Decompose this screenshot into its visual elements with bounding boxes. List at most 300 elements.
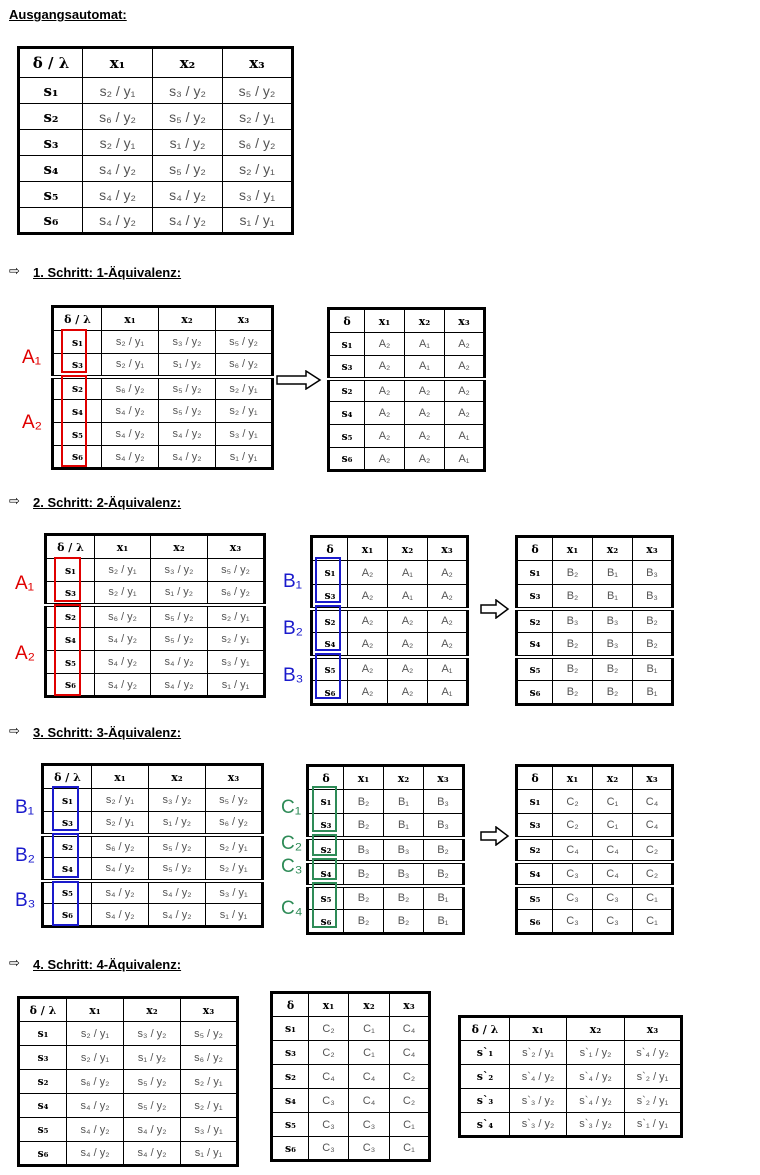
transition-cell: s`₃ / y₂ bbox=[510, 1113, 567, 1137]
transition-cell: s₄ / y₂ bbox=[124, 1118, 181, 1142]
transition-cell: C₃ bbox=[553, 862, 593, 886]
transition-cell: A₂ bbox=[348, 657, 388, 681]
step4-arrow-icon: ⇨ bbox=[9, 956, 20, 971]
group-label-c1: C₁ bbox=[281, 797, 302, 818]
state-label-cell: s₁ bbox=[43, 789, 92, 812]
group-label-a2: A₂ bbox=[22, 412, 43, 433]
column-header: δ bbox=[308, 766, 344, 790]
table-row bbox=[329, 402, 485, 425]
table-row bbox=[272, 1137, 430, 1161]
column-header: x₃ bbox=[445, 309, 485, 333]
table-row bbox=[517, 838, 673, 862]
transition-cell: C₄ bbox=[633, 790, 673, 814]
transition-cell: A₁ bbox=[428, 681, 468, 705]
transition-cell: s₄ / y₂ bbox=[149, 881, 206, 904]
step4-input-table bbox=[17, 996, 239, 1167]
transition-cell: B₂ bbox=[593, 681, 633, 705]
transition-cell: C₂ bbox=[390, 1089, 430, 1113]
table-row bbox=[460, 1089, 682, 1113]
table-row bbox=[460, 1041, 682, 1065]
state-label-cell: s₃ bbox=[43, 812, 92, 835]
table-header-row bbox=[272, 993, 430, 1017]
transition-cell: C₄ bbox=[309, 1065, 349, 1089]
transition-cell: s₆ / y₂ bbox=[92, 835, 149, 858]
original-automaton-table bbox=[17, 46, 294, 235]
state-label-cell: s₃ bbox=[19, 130, 83, 156]
transition-cell: s₄ / y₂ bbox=[92, 904, 149, 927]
column-header: δ / λ bbox=[19, 998, 67, 1022]
transition-cell: A₂ bbox=[428, 633, 468, 657]
table-row bbox=[272, 1113, 430, 1137]
transition-cell: A₁ bbox=[388, 561, 428, 585]
transition-cell: A₂ bbox=[428, 585, 468, 609]
table-row bbox=[19, 130, 293, 156]
column-header: x₂ bbox=[349, 993, 390, 1017]
state-label-cell: s₅ bbox=[53, 423, 102, 446]
group-box-c4 bbox=[312, 882, 337, 928]
column-header: x₃ bbox=[633, 766, 673, 790]
state-label-cell: s₂ bbox=[19, 104, 83, 130]
transition-cell: s₂ / y₁ bbox=[208, 605, 265, 628]
transition-cell: s`₁ / y₂ bbox=[567, 1041, 625, 1065]
column-header: x₃ bbox=[181, 998, 238, 1022]
transition-cell: s₆ / y₂ bbox=[102, 377, 159, 400]
transition-cell: s₅ / y₂ bbox=[149, 835, 206, 858]
transition-cell: s`₁ / y₁ bbox=[625, 1113, 682, 1137]
transition-cell: B₂ bbox=[384, 910, 424, 934]
state-label-cell: s₆ bbox=[46, 674, 95, 697]
transition-cell: s₃ / y₁ bbox=[216, 423, 273, 446]
transition-cell: s₅ / y₂ bbox=[223, 78, 293, 104]
transition-cell: C₃ bbox=[349, 1113, 390, 1137]
table-row bbox=[329, 333, 485, 356]
transition-cell: B₂ bbox=[384, 886, 424, 910]
table-row bbox=[517, 657, 673, 681]
transition-cell: B₂ bbox=[344, 910, 384, 934]
state-label-cell: s₃ bbox=[53, 354, 102, 377]
transition-cell: C₄ bbox=[349, 1065, 390, 1089]
transition-cell: B₂ bbox=[553, 561, 593, 585]
column-header: δ / λ bbox=[19, 48, 83, 78]
transition-cell: C₄ bbox=[390, 1017, 430, 1041]
column-header: x₁ bbox=[67, 998, 124, 1022]
step1-transition-arrow-icon bbox=[276, 370, 322, 390]
transition-cell: B₂ bbox=[424, 862, 464, 886]
column-header: δ / λ bbox=[460, 1017, 510, 1041]
transition-cell: B₂ bbox=[424, 838, 464, 862]
transition-cell: B₁ bbox=[384, 814, 424, 838]
transition-cell: s₂ / y₁ bbox=[83, 130, 153, 156]
state-label-cell: s`₁ bbox=[460, 1041, 510, 1065]
transition-cell: C₁ bbox=[349, 1041, 390, 1065]
group-box-a1 bbox=[54, 557, 81, 602]
transition-cell: B₁ bbox=[424, 910, 464, 934]
table-header-row bbox=[460, 1017, 682, 1041]
table-row bbox=[19, 104, 293, 130]
transition-cell: s₃ / y₁ bbox=[181, 1118, 238, 1142]
state-label-cell: s₃ bbox=[19, 1046, 67, 1070]
transition-cell: s₂ / y₁ bbox=[206, 858, 263, 881]
column-header: x₃ bbox=[206, 765, 263, 789]
group-box-b2 bbox=[52, 833, 79, 878]
state-label-cell: s₅ bbox=[312, 657, 348, 681]
transition-cell: A₂ bbox=[365, 356, 405, 379]
transition-cell: s₄ / y₂ bbox=[95, 628, 151, 651]
step1-heading: 1. Schritt: 1-Äquivalenz: bbox=[33, 265, 182, 280]
state-label-cell: s₁ bbox=[19, 78, 83, 104]
transition-cell: B₂ bbox=[553, 681, 593, 705]
transition-cell: A₂ bbox=[445, 356, 485, 379]
transition-cell: C₃ bbox=[593, 886, 633, 910]
transition-cell: A₂ bbox=[405, 448, 445, 471]
state-label-cell: s₆ bbox=[43, 904, 92, 927]
table-row bbox=[517, 561, 673, 585]
column-header: x₂ bbox=[149, 765, 206, 789]
minimized-automaton-table bbox=[458, 1015, 683, 1138]
state-label-cell: s₄ bbox=[517, 862, 553, 886]
column-header: x₁ bbox=[83, 48, 153, 78]
step3-transition-arrow-icon bbox=[480, 826, 510, 846]
transition-cell: C₃ bbox=[349, 1137, 390, 1161]
transition-cell: A₂ bbox=[348, 561, 388, 585]
transition-cell: s₆ / y₂ bbox=[216, 354, 273, 377]
column-header: x₂ bbox=[153, 48, 223, 78]
group-label-c4: C₄ bbox=[281, 898, 303, 919]
group-label-a1: A₁ bbox=[15, 573, 35, 594]
column-header: x₁ bbox=[92, 765, 149, 789]
transition-cell: s₄ / y₂ bbox=[124, 1142, 181, 1166]
state-label-cell: s₂ bbox=[19, 1070, 67, 1094]
state-label-cell: s₁ bbox=[517, 790, 553, 814]
state-label-cell: s₆ bbox=[517, 681, 553, 705]
transition-cell: B₁ bbox=[633, 657, 673, 681]
transition-cell: s₃ / y₂ bbox=[153, 78, 223, 104]
state-label-cell: s₁ bbox=[517, 561, 553, 585]
transition-cell: s`₃ / y₂ bbox=[510, 1089, 567, 1113]
transition-cell: s₁ / y₂ bbox=[124, 1046, 181, 1070]
transition-cell: A₂ bbox=[405, 379, 445, 402]
transition-cell: A₂ bbox=[348, 633, 388, 657]
table-row bbox=[329, 379, 485, 402]
column-header: x₃ bbox=[633, 537, 673, 561]
transition-cell: s₂ / y₁ bbox=[102, 331, 159, 354]
transition-cell: C₂ bbox=[633, 838, 673, 862]
transition-cell: B₁ bbox=[384, 790, 424, 814]
table-row bbox=[329, 425, 485, 448]
column-header: x₃ bbox=[424, 766, 464, 790]
column-header: x₃ bbox=[428, 537, 468, 561]
transition-cell: A₂ bbox=[365, 333, 405, 356]
table-row bbox=[272, 1017, 430, 1041]
step2-arrow-icon: ⇨ bbox=[9, 494, 20, 509]
group-label-b2: B₂ bbox=[15, 845, 36, 866]
transition-cell: s₄ / y₂ bbox=[92, 881, 149, 904]
transition-cell: B₂ bbox=[344, 862, 384, 886]
transition-cell: B₂ bbox=[553, 585, 593, 609]
transition-cell: s₂ / y₁ bbox=[92, 812, 149, 835]
transition-cell: B₁ bbox=[593, 585, 633, 609]
step3-arrow-icon: ⇨ bbox=[9, 724, 20, 739]
column-header: x₂ bbox=[405, 309, 445, 333]
column-header: δ bbox=[272, 993, 309, 1017]
transition-cell: s₄ / y₂ bbox=[159, 446, 216, 469]
column-header: x₁ bbox=[348, 537, 388, 561]
transition-cell: s₅ / y₂ bbox=[216, 331, 273, 354]
column-header: x₂ bbox=[159, 307, 216, 331]
state-label-cell: s₄ bbox=[312, 633, 348, 657]
transition-cell: s₁ / y₂ bbox=[159, 354, 216, 377]
transition-cell: s₆ / y₂ bbox=[95, 605, 151, 628]
table-row bbox=[19, 78, 293, 104]
transition-cell: s₅ / y₂ bbox=[181, 1022, 238, 1046]
transition-cell: A₂ bbox=[365, 402, 405, 425]
state-label-cell: s₅ bbox=[19, 182, 83, 208]
transition-cell: s₆ / y₂ bbox=[206, 812, 263, 835]
step4-class-table bbox=[270, 991, 431, 1162]
column-header: x₁ bbox=[309, 993, 349, 1017]
transition-cell: s₂ / y₁ bbox=[95, 582, 151, 605]
table-header-row bbox=[329, 309, 485, 333]
transition-cell: C₁ bbox=[349, 1017, 390, 1041]
group-label-c3: C₃ bbox=[281, 856, 303, 877]
transition-cell: A₁ bbox=[428, 657, 468, 681]
transition-cell: C₃ bbox=[553, 886, 593, 910]
transition-cell: B₂ bbox=[633, 633, 673, 657]
transition-cell: s₄ / y₂ bbox=[153, 208, 223, 234]
state-label-cell: s`₂ bbox=[460, 1065, 510, 1089]
transition-cell: s₂ / y₁ bbox=[67, 1046, 124, 1070]
transition-cell: s₆ / y₂ bbox=[208, 582, 265, 605]
column-header: x₁ bbox=[344, 766, 384, 790]
column-header: x₂ bbox=[388, 537, 428, 561]
transition-cell: s₁ / y₂ bbox=[153, 130, 223, 156]
column-header: x₁ bbox=[95, 535, 151, 559]
state-label-cell: s₂ bbox=[43, 835, 92, 858]
transition-cell: s₄ / y₂ bbox=[151, 651, 208, 674]
column-header: x₃ bbox=[625, 1017, 682, 1041]
column-header: x₂ bbox=[124, 998, 181, 1022]
group-box-b3 bbox=[315, 653, 341, 699]
state-label-cell: s₄ bbox=[53, 400, 102, 423]
transition-cell: s₄ / y₂ bbox=[149, 904, 206, 927]
transition-cell: s₄ / y₂ bbox=[67, 1142, 124, 1166]
column-header: δ / λ bbox=[53, 307, 102, 331]
table-header-row bbox=[19, 48, 293, 78]
transition-cell: C₁ bbox=[390, 1113, 430, 1137]
transition-cell: s₂ / y₁ bbox=[102, 354, 159, 377]
transition-cell: s₄ / y₂ bbox=[102, 400, 159, 423]
transition-cell: C₄ bbox=[349, 1089, 390, 1113]
step3-heading: 3. Schritt: 3-Äquivalenz: bbox=[33, 725, 182, 740]
table-row bbox=[517, 585, 673, 609]
transition-cell: s₅ / y₂ bbox=[159, 400, 216, 423]
state-label-cell: s₆ bbox=[517, 910, 553, 934]
table-row bbox=[517, 609, 673, 633]
transition-cell: s`₄ / y₂ bbox=[625, 1041, 682, 1065]
table-row bbox=[329, 356, 485, 379]
table-row bbox=[19, 156, 293, 182]
transition-cell: s`₂ / y₁ bbox=[510, 1041, 567, 1065]
state-label-cell: s₆ bbox=[329, 448, 365, 471]
group-box-a1 bbox=[61, 329, 87, 373]
table-row bbox=[19, 1142, 238, 1166]
table-row bbox=[19, 182, 293, 208]
transition-cell: C₂ bbox=[553, 790, 593, 814]
transition-cell: s₂ / y₁ bbox=[95, 559, 151, 582]
transition-cell: A₁ bbox=[445, 425, 485, 448]
transition-cell: C₃ bbox=[593, 910, 633, 934]
table-row bbox=[19, 1118, 238, 1142]
group-label-b3: B₃ bbox=[15, 890, 36, 911]
transition-cell: B₃ bbox=[384, 862, 424, 886]
transition-cell: C₁ bbox=[633, 910, 673, 934]
transition-cell: s₄ / y₂ bbox=[83, 156, 153, 182]
state-label-cell: s₅ bbox=[46, 651, 95, 674]
transition-cell: C₄ bbox=[390, 1041, 430, 1065]
column-header: δ / λ bbox=[43, 765, 92, 789]
transition-cell: A₂ bbox=[388, 657, 428, 681]
transition-cell: s₄ / y₂ bbox=[102, 446, 159, 469]
transition-cell: s₆ / y₂ bbox=[181, 1046, 238, 1070]
transition-cell: C₄ bbox=[553, 838, 593, 862]
table-row bbox=[19, 1094, 238, 1118]
transition-cell: A₂ bbox=[405, 402, 445, 425]
transition-cell: s₅ / y₂ bbox=[149, 858, 206, 881]
transition-cell: B₃ bbox=[593, 609, 633, 633]
state-label-cell: s₂ bbox=[272, 1065, 309, 1089]
transition-cell: B₂ bbox=[593, 657, 633, 681]
transition-cell: s₄ / y₂ bbox=[151, 674, 208, 697]
group-box-a2 bbox=[54, 604, 81, 696]
transition-cell: B₂ bbox=[553, 657, 593, 681]
table-row bbox=[517, 814, 673, 838]
state-label-cell: s`₄ bbox=[460, 1113, 510, 1137]
transition-cell: A₂ bbox=[365, 379, 405, 402]
transition-cell: s₄ / y₂ bbox=[153, 182, 223, 208]
state-label-cell: s₅ bbox=[19, 1118, 67, 1142]
state-label-cell: s₄ bbox=[43, 858, 92, 881]
state-label-cell: s₁ bbox=[312, 561, 348, 585]
transition-cell: A₂ bbox=[348, 609, 388, 633]
transition-cell: s₅ / y₂ bbox=[124, 1070, 181, 1094]
transition-cell: s₄ / y₂ bbox=[95, 674, 151, 697]
transition-cell: B₃ bbox=[633, 561, 673, 585]
table-row bbox=[19, 208, 293, 234]
transition-cell: A₁ bbox=[445, 448, 485, 471]
transition-cell: C₂ bbox=[309, 1017, 349, 1041]
transition-cell: s₃ / y₂ bbox=[151, 559, 208, 582]
transition-cell: B₃ bbox=[344, 838, 384, 862]
state-label-cell: s₂ bbox=[308, 838, 344, 862]
group-label-b1: B₁ bbox=[15, 797, 35, 818]
table-row bbox=[460, 1065, 682, 1089]
transition-cell: s₃ / y₂ bbox=[159, 331, 216, 354]
column-header: x₁ bbox=[102, 307, 159, 331]
transition-cell: s₂ / y₁ bbox=[216, 377, 273, 400]
transition-cell: A₂ bbox=[428, 609, 468, 633]
transition-cell: s₅ / y₂ bbox=[159, 377, 216, 400]
state-label-cell: s₄ bbox=[308, 862, 344, 886]
transition-cell: B₃ bbox=[384, 838, 424, 862]
column-header: x₃ bbox=[208, 535, 265, 559]
transition-cell: B₂ bbox=[344, 886, 384, 910]
transition-cell: s₂ / y₁ bbox=[92, 789, 149, 812]
state-label-cell: s₂ bbox=[329, 379, 365, 402]
table-header-row bbox=[19, 998, 238, 1022]
transition-cell: s₆ / y₂ bbox=[223, 130, 293, 156]
state-label-cell: s₁ bbox=[272, 1017, 309, 1041]
state-label-cell: s₄ bbox=[517, 633, 553, 657]
transition-cell: B₂ bbox=[553, 633, 593, 657]
table-row bbox=[19, 1070, 238, 1094]
transition-cell: s`₄ / y₂ bbox=[510, 1065, 567, 1089]
transition-cell: s₁ / y₂ bbox=[151, 582, 208, 605]
state-label-cell: s₅ bbox=[329, 425, 365, 448]
group-box-b2 bbox=[315, 605, 341, 651]
transition-cell: A₂ bbox=[445, 379, 485, 402]
group-box-b1 bbox=[315, 557, 341, 603]
state-label-cell: s₁ bbox=[329, 333, 365, 356]
state-label-cell: s₂ bbox=[312, 609, 348, 633]
transition-cell: s₂ / y₁ bbox=[223, 104, 293, 130]
state-label-cell: s₅ bbox=[308, 886, 344, 910]
transition-cell: s`₃ / y₂ bbox=[567, 1113, 625, 1137]
state-label-cell: s₆ bbox=[53, 446, 102, 469]
state-label-cell: s₃ bbox=[46, 582, 95, 605]
state-label-cell: s₂ bbox=[517, 838, 553, 862]
column-header: δ bbox=[329, 309, 365, 333]
transition-cell: A₂ bbox=[428, 561, 468, 585]
transition-cell: C₁ bbox=[390, 1137, 430, 1161]
transition-cell: B₁ bbox=[424, 886, 464, 910]
state-label-cell: s₃ bbox=[517, 814, 553, 838]
transition-cell: s₁ / y₁ bbox=[223, 208, 293, 234]
transition-cell: A₁ bbox=[388, 585, 428, 609]
step3-result-table bbox=[515, 764, 674, 935]
transition-cell: s₂ / y₁ bbox=[208, 628, 265, 651]
state-label-cell: s`₃ bbox=[460, 1089, 510, 1113]
state-label-cell: s₄ bbox=[19, 1094, 67, 1118]
transition-cell: s₆ / y₂ bbox=[67, 1070, 124, 1094]
transition-cell: s`₂ / y₁ bbox=[625, 1065, 682, 1089]
table-row bbox=[272, 1041, 430, 1065]
table-row bbox=[517, 633, 673, 657]
transition-cell: s₄ / y₂ bbox=[102, 423, 159, 446]
transition-cell: A₁ bbox=[405, 333, 445, 356]
transition-cell: s₄ / y₂ bbox=[92, 858, 149, 881]
table-row bbox=[517, 681, 673, 705]
state-label-cell: s₁ bbox=[53, 331, 102, 354]
column-header: x₂ bbox=[151, 535, 208, 559]
transition-cell: A₂ bbox=[388, 609, 428, 633]
state-label-cell: s₃ bbox=[272, 1041, 309, 1065]
transition-cell: s₅ / y₂ bbox=[153, 104, 223, 130]
transition-cell: C₁ bbox=[593, 790, 633, 814]
state-label-cell: s₁ bbox=[308, 790, 344, 814]
transition-cell: C₂ bbox=[553, 814, 593, 838]
state-label-cell: s₆ bbox=[19, 208, 83, 234]
transition-cell: s₄ / y₂ bbox=[95, 651, 151, 674]
transition-cell: s₃ / y₂ bbox=[149, 789, 206, 812]
column-header: x₃ bbox=[216, 307, 273, 331]
group-box-a2 bbox=[61, 375, 87, 467]
transition-cell: s₃ / y₂ bbox=[124, 1022, 181, 1046]
transition-cell: B₂ bbox=[344, 814, 384, 838]
transition-cell: s₂ / y₁ bbox=[216, 400, 273, 423]
transition-cell: B₂ bbox=[344, 790, 384, 814]
transition-cell: A₂ bbox=[365, 425, 405, 448]
group-label-c2: C₂ bbox=[281, 833, 303, 854]
